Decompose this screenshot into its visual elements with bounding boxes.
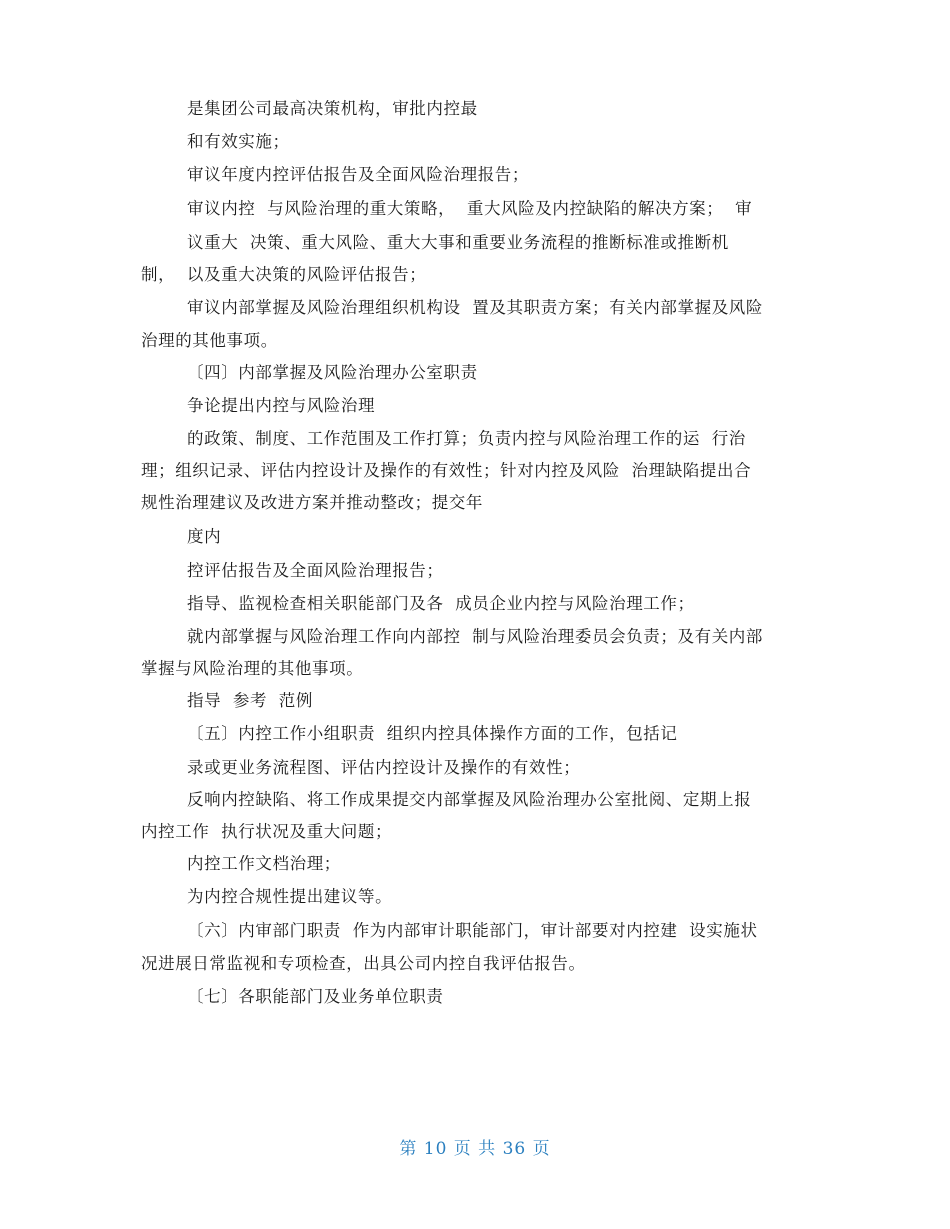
text-line: 是集团公司最高决策机构，审批内控最 xyxy=(187,99,478,118)
section-heading: 〔六〕内审部门职责 作为内部审计职能部门，审计部要对内控建 设实施状 xyxy=(187,921,758,940)
section-heading: 〔五〕内控工作小组职责 组织内控具体操作方面的工作，包括记 xyxy=(187,724,678,743)
section-heading: 〔四〕内部掌握及风险治理办公室职责 xyxy=(187,363,478,382)
text-line: 指导 参考 范例 xyxy=(187,691,313,710)
text-line: 就内部掌握与风险治理工作向内部控 制与风险治理委员会负责；及有关内部 xyxy=(187,627,763,646)
text-line: 制， 以及重大决策的风险评估报告； xyxy=(141,265,427,284)
text-line: 治理的其他事项。 xyxy=(141,331,278,350)
text-line: 内控工作文档治理； xyxy=(187,854,341,873)
text-line: 控评估报告及全面风险治理报告； xyxy=(187,561,444,580)
text-line: 内控工作 执行状况及重大问题； xyxy=(141,822,393,841)
text-line: 的政策、制度、工作范围及工作打算；负责内控与风险治理工作的运 行治 xyxy=(187,429,746,448)
text-line: 况进展日常监视和专项检查，出具公司内控自我评估报告。 xyxy=(141,954,586,973)
text-line: 理；组织记录、评估内控设计及操作的有效性；针对内控及风险 治理缺陷提出合 xyxy=(141,461,752,480)
text-line: 审议内控 与风险治理的重大策略， 重大风险及内控缺陷的解决方案； 审 xyxy=(187,199,753,218)
section-heading: 〔七〕各职能部门及业务单位职责 xyxy=(187,987,444,1006)
text-line: 审议内部掌握及风险治理组织机构设 置及其职责方案；有关内部掌握及风险 xyxy=(187,298,763,317)
text-line: 度内 xyxy=(187,527,222,546)
text-line: 为内控合规性提出建议等。 xyxy=(187,887,393,906)
text-line: 反响内控缺陷、将工作成果提交内部掌握及风险治理办公室批阅、定期上报 xyxy=(187,790,752,809)
page-number-footer: 第 10 页 共 36 页 xyxy=(399,1139,551,1159)
text-line: 和有效实施； xyxy=(187,132,290,151)
text-line: 审议年度内控评估报告及全面风险治理报告； xyxy=(187,165,529,184)
text-line: 指导、监视检查相关职能部门及各 成员企业内控与风险治理工作； xyxy=(187,594,695,613)
text-line: 议重大 决策、重大风险、重大大事和重要业务流程的推断标准或推断机 xyxy=(187,233,729,252)
text-line: 掌握与风险治理的其他事项。 xyxy=(141,659,364,678)
text-line: 争论提出内控与风险治理 xyxy=(187,396,376,415)
text-line: 规性治理建议及改进方案并推动整改；提交年 xyxy=(141,493,483,512)
text-line: 录或更业务流程图、评估内控设计及操作的有效性； xyxy=(187,758,581,777)
